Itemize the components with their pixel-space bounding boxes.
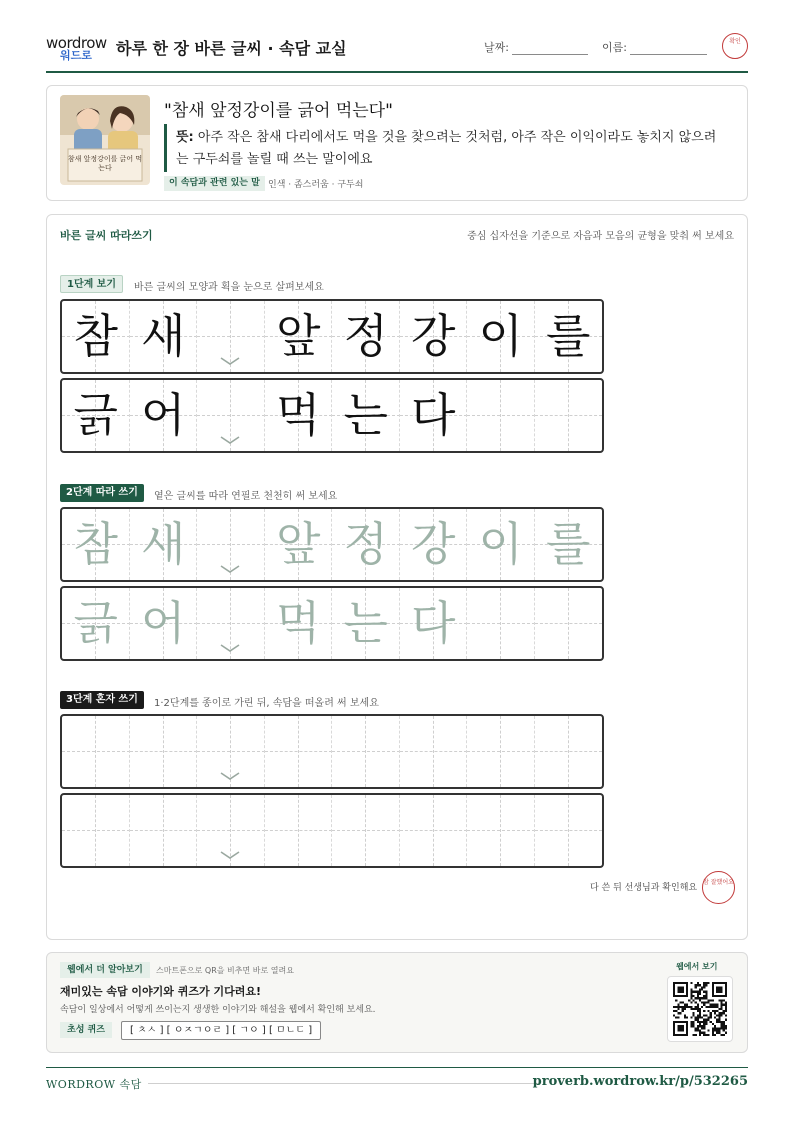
cell-guide-horizontal	[62, 751, 130, 752]
space-mark-icon	[219, 771, 241, 781]
practice-character: 참	[73, 517, 118, 571]
practice-character: 는	[343, 596, 388, 650]
cell-guide-horizontal	[265, 830, 333, 831]
writing-cell[interactable]	[332, 795, 400, 866]
practice-title: 바른 글씨 따라쓰기	[60, 229, 153, 242]
practice-character: 긁	[73, 388, 118, 442]
writing-cell[interactable]	[62, 716, 130, 787]
illustration-caption: 참새 앞정강이를 긁어 먹는다	[67, 155, 143, 172]
practice-character: 정	[343, 517, 388, 571]
writing-cell[interactable]	[265, 716, 333, 787]
practice-character: 는	[343, 388, 388, 442]
date-field[interactable]	[512, 54, 588, 55]
writing-cell[interactable]	[535, 795, 603, 866]
writing-cell[interactable]	[400, 509, 468, 580]
step1-desc: 바른 글씨의 모양과 획을 눈으로 살펴보세요	[134, 282, 324, 293]
writing-cell	[467, 380, 535, 451]
practice-character: 먹	[276, 388, 321, 442]
web-more-tag: 웹에서 더 알아보기	[60, 962, 150, 978]
writing-cell[interactable]	[535, 716, 603, 787]
cell-guide-horizontal	[400, 830, 468, 831]
cell-guide-horizontal	[467, 623, 535, 624]
practice-character: 참	[73, 309, 118, 363]
writing-cell[interactable]	[130, 588, 198, 659]
confirm-seal	[722, 33, 748, 59]
writing-cell[interactable]	[400, 716, 468, 787]
related-words: 인색 · 좀스러움 · 구두쇠	[268, 180, 364, 190]
cell-guide-horizontal	[197, 336, 265, 337]
qr-code[interactable]	[667, 976, 733, 1042]
space-mark-icon	[219, 643, 241, 653]
writing-cell	[467, 301, 535, 372]
writing-cell	[400, 301, 468, 372]
writing-cell[interactable]	[265, 588, 333, 659]
teacher-check-note: 다 쓴 뒤 선생님과 확인해요	[590, 883, 698, 893]
proverb-title: "참새 앞정강이를 긁어 먹는다"	[164, 101, 393, 121]
practice-character: 다	[411, 388, 456, 442]
writing-cell[interactable]	[332, 509, 400, 580]
practice-character: 를	[546, 309, 591, 363]
practice-character: 강	[411, 309, 456, 363]
writing-cell[interactable]	[62, 509, 130, 580]
name-label: 이름:	[602, 41, 627, 54]
confirm-seal-text: 확인	[729, 38, 741, 45]
writing-cell[interactable]	[130, 795, 198, 866]
header-divider	[46, 71, 748, 73]
cell-guide-horizontal	[130, 751, 198, 752]
step3-badge: 3단계 혼자 쓰기	[60, 691, 144, 709]
logo-text: wordrow	[46, 34, 107, 52]
writing-cell[interactable]	[535, 509, 603, 580]
writing-cell[interactable]	[62, 795, 130, 866]
writing-cell[interactable]	[265, 795, 333, 866]
practice-character: 긁	[73, 596, 118, 650]
writing-cell	[332, 380, 400, 451]
step2-badge: 2단계 따라 쓰기	[60, 484, 144, 502]
cell-guide-horizontal	[197, 751, 265, 752]
cell-guide-horizontal	[535, 623, 603, 624]
space-mark-icon	[219, 564, 241, 574]
chosung-quiz-box: [ ㅊㅅ ] [ ㅇㅈㄱㅇㄹ ] [ ㄱㅇ ] [ ㅁㄴㄷ ]	[121, 1021, 321, 1040]
step3-desc: 1·2단계를 종이로 가린 뒤, 속담을 떠올려 써 보세요	[154, 698, 379, 709]
writing-cell	[332, 301, 400, 372]
writing-cell	[265, 380, 333, 451]
related-words-tag: 이 속담과 관련 있는 말	[164, 176, 265, 191]
qr-instruction: 스마트폰으로 QR을 비추면 바로 열려요	[156, 966, 294, 975]
writing-cell[interactable]	[332, 588, 400, 659]
step1-row2	[60, 378, 604, 453]
step3-row1[interactable]	[60, 714, 604, 789]
practice-character: 를	[546, 517, 591, 571]
writing-cell	[265, 301, 333, 372]
space-mark-icon	[219, 435, 241, 445]
web-card-heading: 재미있는 속담 이야기와 퀴즈가 기다려요!	[60, 985, 261, 998]
space-mark-icon	[219, 356, 241, 366]
cell-guide-horizontal	[535, 415, 603, 416]
writing-cell[interactable]	[197, 509, 265, 580]
writing-cell	[197, 380, 265, 451]
space-mark-icon	[219, 850, 241, 860]
cell-guide-horizontal	[265, 751, 333, 752]
logo-subtext: 워드로	[60, 49, 92, 62]
proverb-illustration	[60, 95, 150, 185]
practice-character: 다	[411, 596, 456, 650]
cell-guide-horizontal	[467, 415, 535, 416]
writing-cell[interactable]	[400, 588, 468, 659]
practice-character: 정	[343, 309, 388, 363]
writing-cell[interactable]	[197, 795, 265, 866]
step2-row1[interactable]	[60, 507, 604, 582]
writing-cell	[197, 301, 265, 372]
step2-desc: 옅은 글씨를 따라 연필로 천천히 써 보세요	[154, 491, 338, 502]
writing-cell[interactable]	[467, 716, 535, 787]
practice-character: 새	[141, 309, 186, 363]
practice-character: 어	[141, 596, 186, 650]
practice-character: 이	[478, 517, 523, 571]
writing-cell[interactable]	[400, 795, 468, 866]
step3-row2[interactable]	[60, 793, 604, 868]
writing-cell[interactable]	[535, 588, 603, 659]
web-card-desc: 속담이 일상에서 어떻게 쓰이는지 생생한 이야기와 해설을 웹에서 확인해 보세요.	[60, 1005, 376, 1015]
name-field[interactable]	[630, 54, 707, 55]
writing-cell[interactable]	[467, 795, 535, 866]
writing-cell[interactable]	[197, 716, 265, 787]
cell-guide-horizontal	[130, 830, 198, 831]
writing-cell[interactable]	[467, 509, 535, 580]
cell-guide-horizontal	[535, 751, 603, 752]
practice-character: 앞	[276, 517, 321, 571]
sheet-title: 하루 한 장 바른 글씨 · 속담 교실	[116, 39, 347, 58]
cell-guide-horizontal	[332, 830, 400, 831]
wordrow-logo	[46, 34, 108, 64]
proverb-meaning	[176, 127, 726, 171]
proverb-url[interactable]: proverb.wordrow.kr/p/532265	[532, 1074, 748, 1089]
cell-guide-horizontal	[535, 830, 603, 831]
step1-row1	[60, 299, 604, 374]
meaning-accent-bar	[164, 124, 167, 172]
date-label: 날짜:	[484, 41, 509, 54]
well-done-seal-text: 참 잘했어요	[703, 879, 734, 886]
meaning-text: 아주 작은 참새 다리에서도 먹을 것을 찾으려는 것처럼, 아주 작은 이익이라도 놓치지 않으려는 구두쇠를 놀릴 때 쓰는 말이에요	[176, 130, 717, 167]
well-done-seal	[702, 871, 735, 904]
writing-cell[interactable]	[130, 716, 198, 787]
practice-character: 이	[478, 309, 523, 363]
practice-character: 먹	[276, 596, 321, 650]
cell-guide-horizontal	[197, 623, 265, 624]
cell-guide-horizontal	[467, 830, 535, 831]
footer-line	[148, 1083, 538, 1084]
writing-cell[interactable]	[197, 588, 265, 659]
footer-divider	[46, 1067, 748, 1068]
writing-cell	[62, 380, 130, 451]
writing-cell[interactable]	[62, 588, 130, 659]
cell-guide-horizontal	[197, 830, 265, 831]
writing-cell	[130, 301, 198, 372]
cell-guide-horizontal	[197, 544, 265, 545]
practice-note: 중심 십자선을 기준으로 자음과 모음의 균형을 맞춰 써 보세요	[467, 231, 734, 242]
chosung-quiz-tag: 초성 퀴즈	[60, 1022, 112, 1038]
writing-cell[interactable]	[130, 509, 198, 580]
practice-character: 새	[141, 517, 186, 571]
cell-guide-horizontal	[62, 830, 130, 831]
writing-cell	[535, 301, 603, 372]
step1-badge: 1단계 보기	[60, 275, 123, 293]
cell-guide-horizontal	[400, 751, 468, 752]
writing-cell	[535, 380, 603, 451]
writing-cell[interactable]	[332, 716, 400, 787]
step2-row2[interactable]	[60, 586, 604, 661]
cell-guide-horizontal	[197, 415, 265, 416]
writing-cell	[130, 380, 198, 451]
practice-character: 앞	[276, 309, 321, 363]
qr-code-icon	[673, 982, 727, 1036]
practice-character: 강	[411, 517, 456, 571]
writing-cell	[62, 301, 130, 372]
writing-cell[interactable]	[467, 588, 535, 659]
practice-character: 어	[141, 388, 186, 442]
footer-brand: WORDROW 속담	[46, 1078, 142, 1091]
cell-guide-horizontal	[467, 751, 535, 752]
web-view-label: 웹에서 보기	[676, 962, 718, 971]
meaning-label: 뜻:	[176, 130, 194, 145]
writing-cell[interactable]	[265, 509, 333, 580]
writing-cell	[400, 380, 468, 451]
cell-guide-horizontal	[332, 751, 400, 752]
